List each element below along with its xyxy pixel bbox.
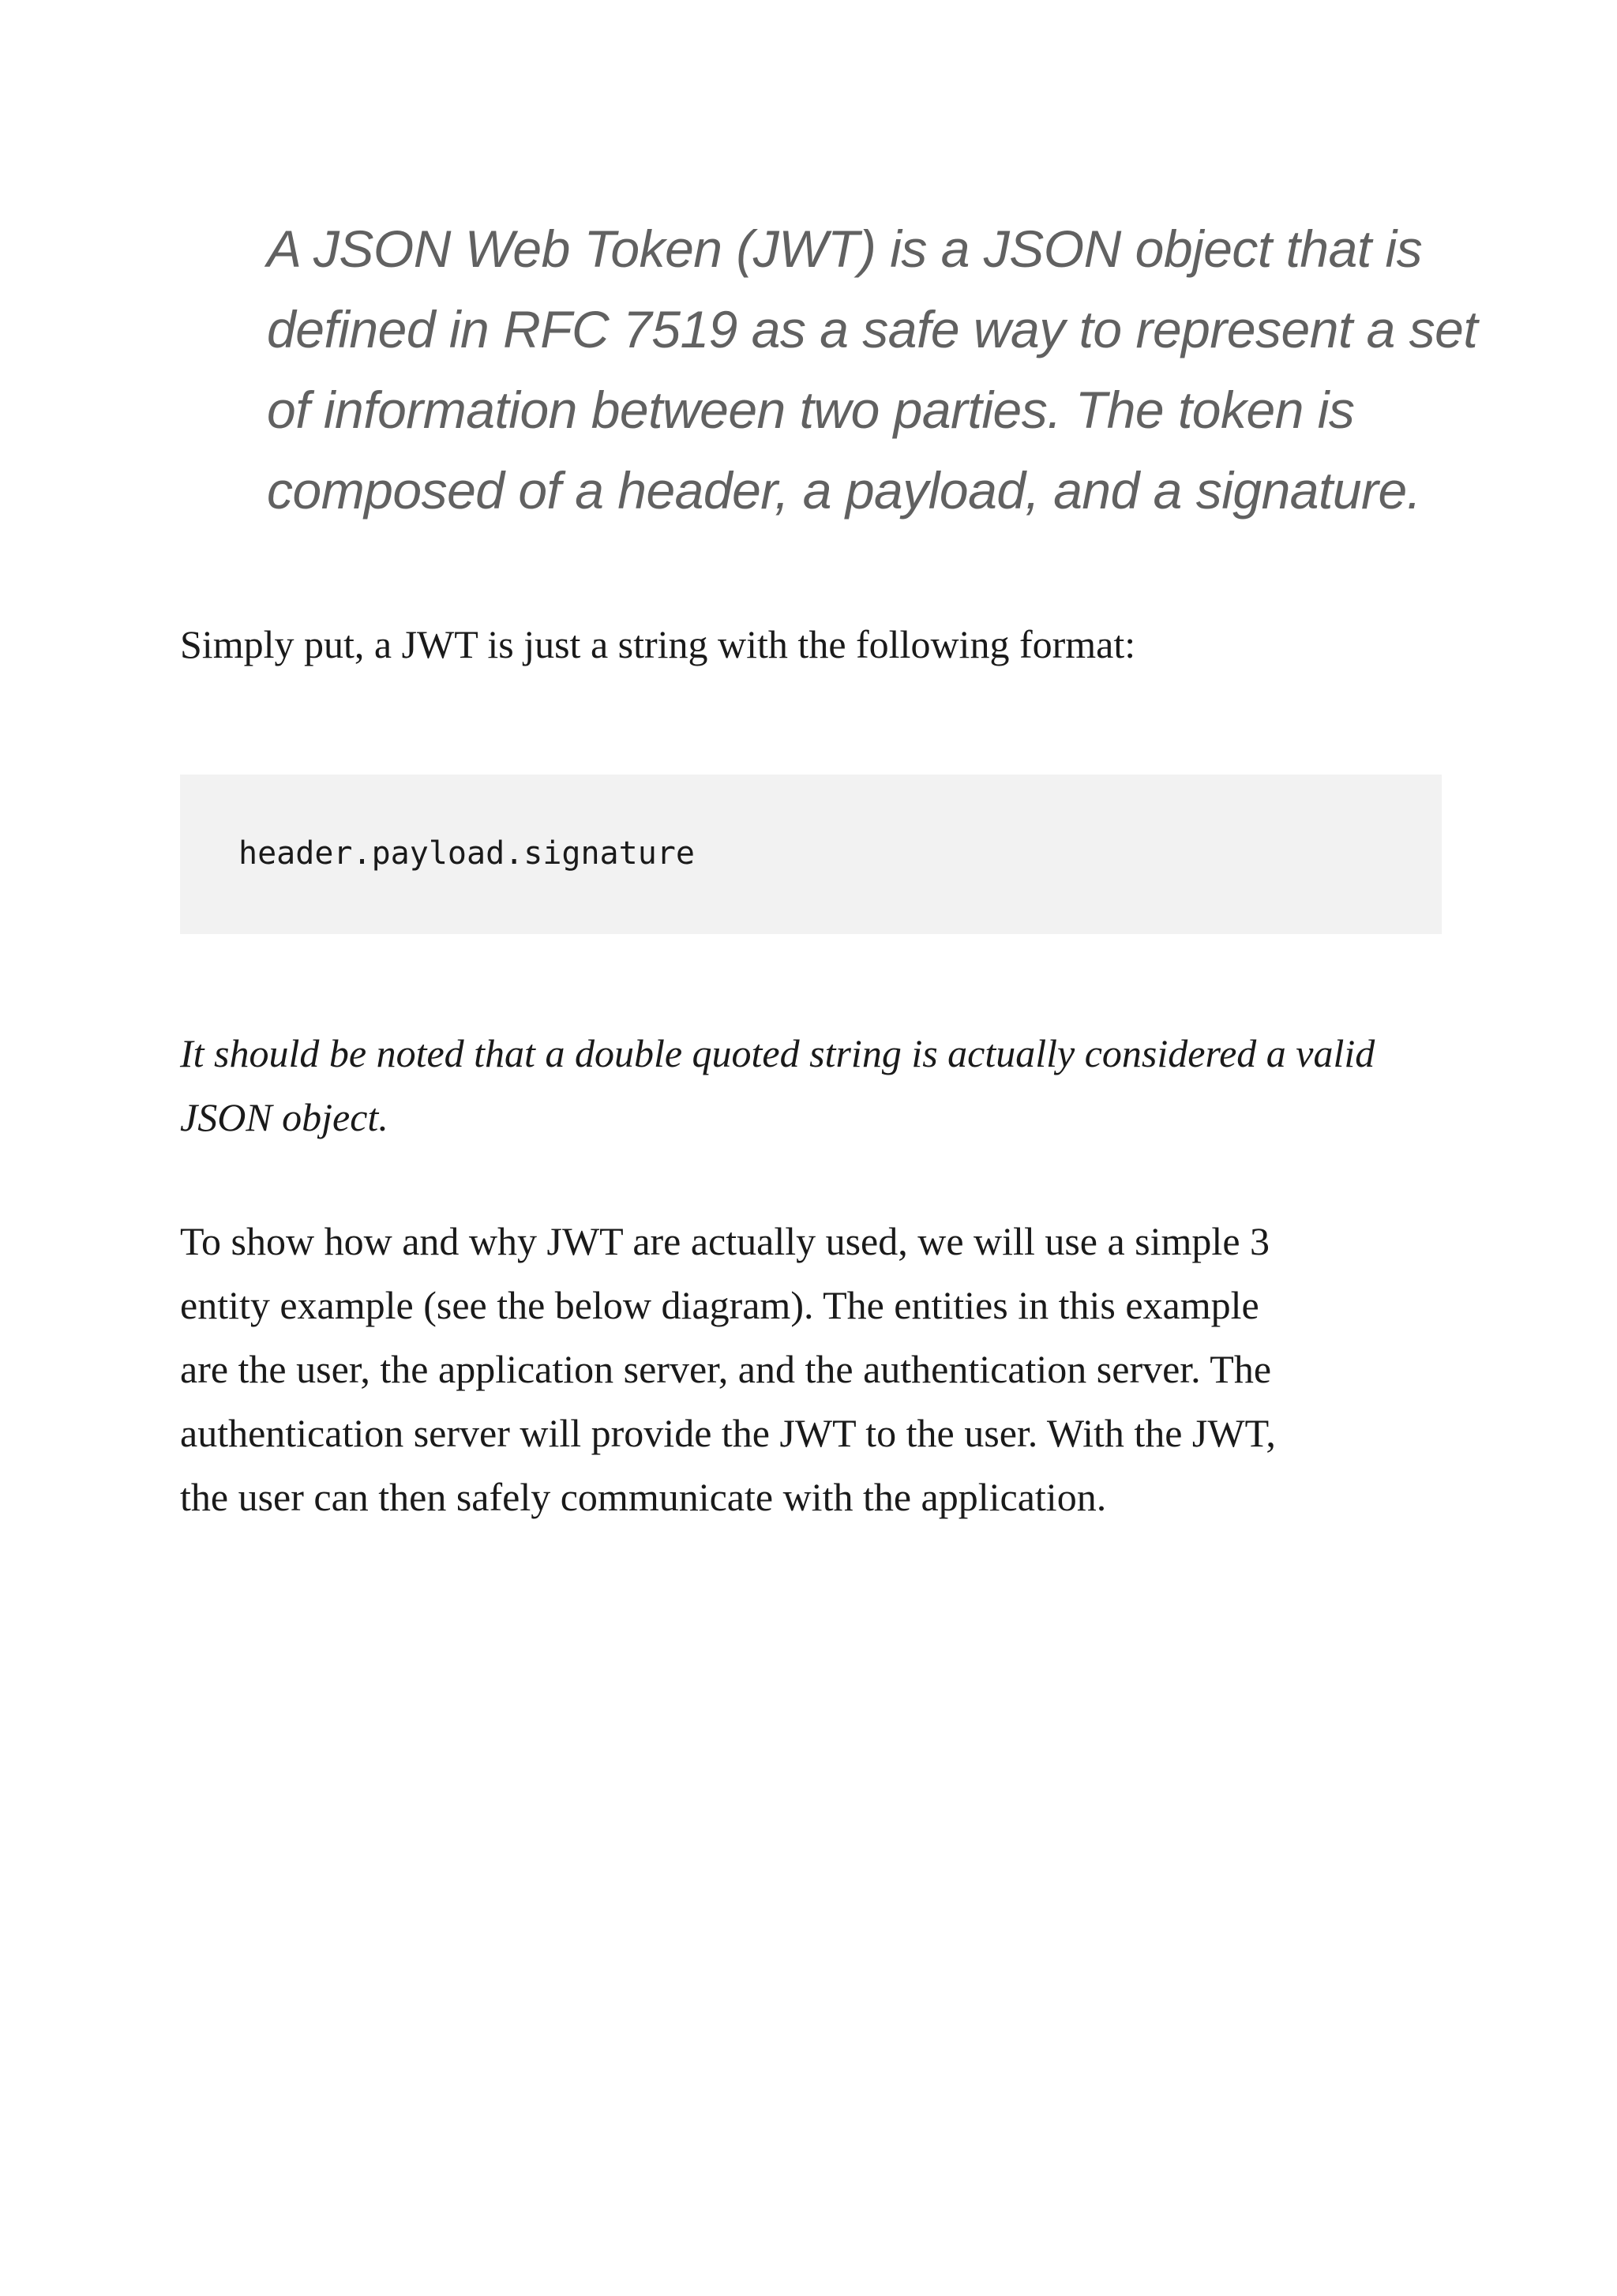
- pull-quote: [267, 208, 1478, 531]
- code-block: [180, 775, 1442, 934]
- code-text: header.payload.signature: [238, 835, 695, 872]
- pull-quote-line: defined in RFC 7519 as a safe way to represent a set: [267, 300, 1478, 358]
- intro-paragraph: Simply put, a JWT is just a string with the following format:: [180, 622, 1136, 666]
- note-paragraph: [180, 1022, 1451, 1150]
- body-line: entity example (see the below diagram). The entities in this example: [180, 1283, 1259, 1327]
- pull-quote-line: A JSON Web Token (JWT) is a JSON object that is: [267, 219, 1423, 278]
- body-line: To show how and why JWT are actually used, we will use a simple 3: [180, 1219, 1270, 1263]
- note-line: JSON object.: [180, 1095, 388, 1139]
- note-line: It should be noted that a double quoted string is actually considered a valid: [180, 1031, 1375, 1075]
- pull-quote-line: of information between two parties. The token is: [267, 381, 1355, 439]
- body-line: are the user, the application server, and the authentication server. The: [180, 1347, 1272, 1391]
- body-paragraph: [180, 1210, 1451, 1529]
- body-line: the user can then safely communicate with the application.: [180, 1475, 1107, 1519]
- pull-quote-line: composed of a header, a payload, and a signature.: [267, 461, 1421, 520]
- body-line: authentication server will provide the JWT to the user. With the JWT,: [180, 1411, 1276, 1455]
